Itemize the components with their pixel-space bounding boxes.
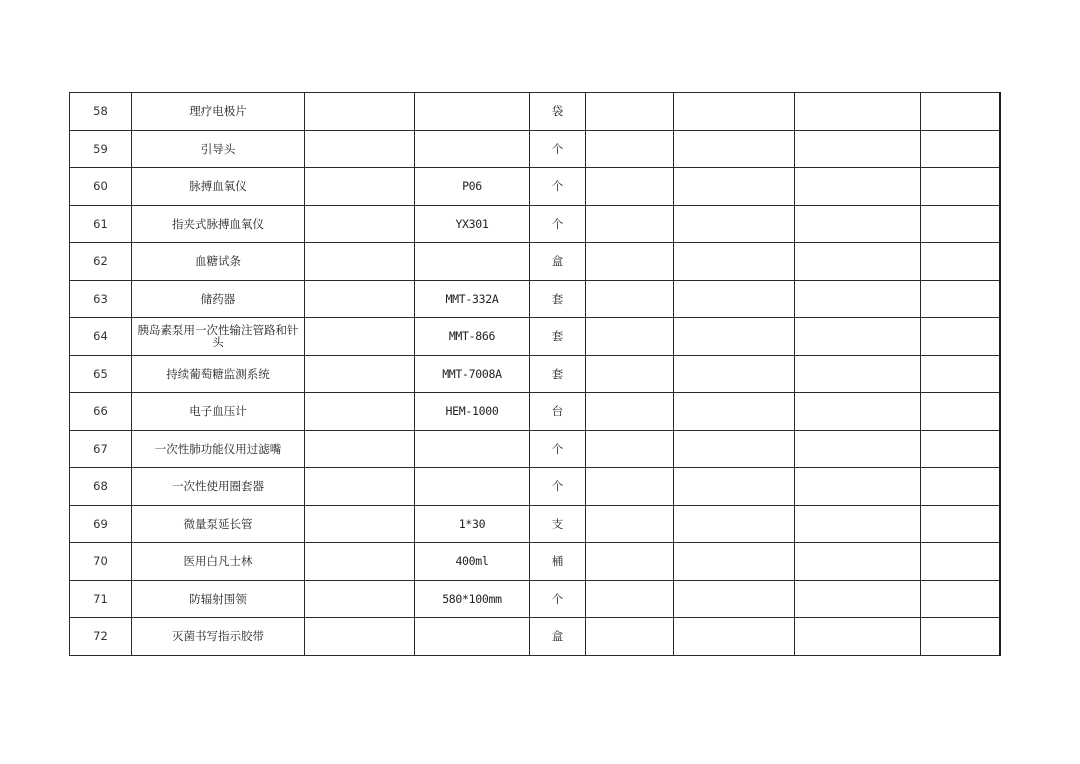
empty-cell xyxy=(795,430,921,468)
empty-cell xyxy=(795,618,921,656)
product-name-cell: 灭菌书写指示胶带 xyxy=(132,618,305,656)
empty-cell xyxy=(674,393,795,431)
model-cell xyxy=(415,468,530,506)
empty-cell xyxy=(674,355,795,393)
row-number-cell: 67 xyxy=(70,430,132,468)
product-name-cell: 持续葡萄糖监测系统 xyxy=(132,355,305,393)
model-cell: 1*30 xyxy=(415,505,530,543)
table-body xyxy=(70,93,1000,656)
model-cell xyxy=(415,93,530,131)
empty-cell xyxy=(674,505,795,543)
unit-cell: 支 xyxy=(530,505,586,543)
unit-cell: 个 xyxy=(530,130,586,168)
empty-cell xyxy=(795,280,921,318)
empty-cell xyxy=(921,580,1000,618)
empty-cell xyxy=(921,280,1000,318)
empty-cell xyxy=(586,280,674,318)
empty-cell xyxy=(586,243,674,281)
empty-cell xyxy=(921,355,1000,393)
row-number-cell: 68 xyxy=(70,468,132,506)
table-row xyxy=(70,543,1000,581)
model-cell: HEM-1000 xyxy=(415,393,530,431)
empty-cell xyxy=(674,580,795,618)
spec-cell xyxy=(305,430,415,468)
empty-cell xyxy=(586,318,674,356)
unit-cell: 个 xyxy=(530,430,586,468)
table-row xyxy=(70,130,1000,168)
row-number-cell: 72 xyxy=(70,618,132,656)
empty-cell xyxy=(795,205,921,243)
table-row xyxy=(70,505,1000,543)
spec-cell xyxy=(305,205,415,243)
table-row xyxy=(70,243,1000,281)
empty-cell xyxy=(674,318,795,356)
empty-cell xyxy=(674,168,795,206)
row-number-cell: 71 xyxy=(70,580,132,618)
empty-cell xyxy=(674,618,795,656)
empty-cell xyxy=(795,93,921,131)
empty-cell xyxy=(586,505,674,543)
table-row xyxy=(70,168,1000,206)
empty-cell xyxy=(586,168,674,206)
row-number-cell: 63 xyxy=(70,280,132,318)
product-name-cell: 理疗电极片 xyxy=(132,93,305,131)
spec-cell xyxy=(305,93,415,131)
product-name-cell: 指夹式脉搏血氧仪 xyxy=(132,205,305,243)
empty-cell xyxy=(921,243,1000,281)
table-row xyxy=(70,393,1000,431)
empty-cell xyxy=(921,468,1000,506)
model-cell: MMT-7008A xyxy=(415,355,530,393)
product-name-cell: 一次性使用圈套器 xyxy=(132,468,305,506)
empty-cell xyxy=(674,430,795,468)
empty-cell xyxy=(795,393,921,431)
empty-cell xyxy=(795,318,921,356)
spec-cell xyxy=(305,168,415,206)
product-name-cell: 一次性肺功能仪用过滤嘴 xyxy=(132,430,305,468)
table-row xyxy=(70,318,1000,356)
empty-cell xyxy=(795,543,921,581)
empty-cell xyxy=(795,243,921,281)
spec-cell xyxy=(305,243,415,281)
empty-cell xyxy=(674,543,795,581)
empty-cell xyxy=(586,430,674,468)
empty-cell xyxy=(921,543,1000,581)
product-name-cell: 防辐射围领 xyxy=(132,580,305,618)
table-row xyxy=(70,93,1000,131)
table-row xyxy=(70,355,1000,393)
unit-cell: 个 xyxy=(530,580,586,618)
empty-cell xyxy=(586,393,674,431)
table-row xyxy=(70,618,1000,656)
unit-cell: 台 xyxy=(530,393,586,431)
empty-cell xyxy=(921,93,1000,131)
unit-cell: 桶 xyxy=(530,543,586,581)
model-cell: 400ml xyxy=(415,543,530,581)
product-table-sheet xyxy=(69,92,999,656)
product-name-cell: 引导头 xyxy=(132,130,305,168)
empty-cell xyxy=(586,543,674,581)
empty-cell xyxy=(921,130,1000,168)
spec-cell xyxy=(305,130,415,168)
product-name-cell: 血糖试条 xyxy=(132,243,305,281)
row-number-cell: 60 xyxy=(70,168,132,206)
empty-cell xyxy=(921,205,1000,243)
row-number-cell: 69 xyxy=(70,505,132,543)
product-name-cell: 电子血压计 xyxy=(132,393,305,431)
unit-cell: 套 xyxy=(530,280,586,318)
empty-cell xyxy=(674,243,795,281)
unit-cell: 套 xyxy=(530,355,586,393)
row-number-cell: 61 xyxy=(70,205,132,243)
table-row xyxy=(70,430,1000,468)
empty-cell xyxy=(921,318,1000,356)
table-row xyxy=(70,205,1000,243)
model-cell: P06 xyxy=(415,168,530,206)
row-number-cell: 66 xyxy=(70,393,132,431)
model-cell xyxy=(415,243,530,281)
empty-cell xyxy=(795,505,921,543)
empty-cell xyxy=(674,205,795,243)
empty-cell xyxy=(795,468,921,506)
model-cell: YX301 xyxy=(415,205,530,243)
table-row xyxy=(70,280,1000,318)
empty-cell xyxy=(921,393,1000,431)
model-cell: MMT-866 xyxy=(415,318,530,356)
product-name-cell: 医用白凡士林 xyxy=(132,543,305,581)
spec-cell xyxy=(305,543,415,581)
spec-cell xyxy=(305,280,415,318)
spec-cell xyxy=(305,468,415,506)
spec-cell xyxy=(305,618,415,656)
spec-cell xyxy=(305,393,415,431)
empty-cell xyxy=(586,355,674,393)
empty-cell xyxy=(795,130,921,168)
product-name-cell: 微量泵延长管 xyxy=(132,505,305,543)
row-number-cell: 64 xyxy=(70,318,132,356)
spec-cell xyxy=(305,318,415,356)
product-name-cell: 胰岛素泵用一次性输注管路和针头 xyxy=(132,318,305,356)
unit-cell: 个 xyxy=(530,205,586,243)
row-number-cell: 58 xyxy=(70,93,132,131)
product-table xyxy=(69,92,1001,656)
empty-cell xyxy=(586,130,674,168)
model-cell: MMT-332A xyxy=(415,280,530,318)
model-cell: 580*100mm xyxy=(415,580,530,618)
row-number-cell: 59 xyxy=(70,130,132,168)
unit-cell: 袋 xyxy=(530,93,586,131)
empty-cell xyxy=(586,205,674,243)
spec-cell xyxy=(305,505,415,543)
row-number-cell: 70 xyxy=(70,543,132,581)
product-name-cell: 脉搏血氧仪 xyxy=(132,168,305,206)
empty-cell xyxy=(921,168,1000,206)
empty-cell xyxy=(921,505,1000,543)
model-cell xyxy=(415,618,530,656)
unit-cell: 个 xyxy=(530,468,586,506)
row-number-cell: 62 xyxy=(70,243,132,281)
model-cell xyxy=(415,130,530,168)
empty-cell xyxy=(674,130,795,168)
table-row xyxy=(70,580,1000,618)
empty-cell xyxy=(921,430,1000,468)
empty-cell xyxy=(921,618,1000,656)
empty-cell xyxy=(586,93,674,131)
empty-cell xyxy=(586,468,674,506)
model-cell xyxy=(415,430,530,468)
row-number-cell: 65 xyxy=(70,355,132,393)
empty-cell xyxy=(674,93,795,131)
unit-cell: 套 xyxy=(530,318,586,356)
empty-cell xyxy=(674,280,795,318)
empty-cell xyxy=(586,580,674,618)
spec-cell xyxy=(305,580,415,618)
empty-cell xyxy=(674,468,795,506)
unit-cell: 盒 xyxy=(530,243,586,281)
product-name-cell: 储药器 xyxy=(132,280,305,318)
unit-cell: 盒 xyxy=(530,618,586,656)
empty-cell xyxy=(795,355,921,393)
empty-cell xyxy=(795,580,921,618)
unit-cell: 个 xyxy=(530,168,586,206)
table-row xyxy=(70,468,1000,506)
empty-cell xyxy=(795,168,921,206)
empty-cell xyxy=(586,618,674,656)
spec-cell xyxy=(305,355,415,393)
